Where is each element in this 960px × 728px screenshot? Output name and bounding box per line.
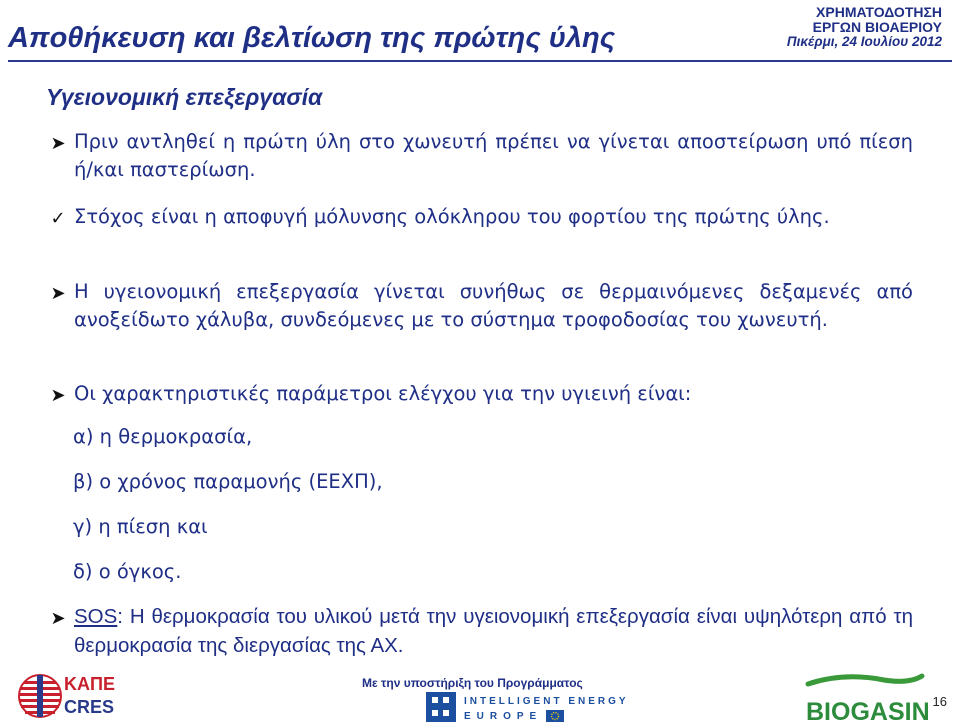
arrowhead-bullet-icon: ➤	[50, 608, 66, 629]
checkmark-bullet-icon: ✓	[50, 208, 66, 229]
intelligent-energy-europe-logo	[426, 692, 629, 724]
support-text: Με την υποστήριξη του Προγράμματος	[362, 676, 583, 690]
slide-title: Αποθήκευση και βελτίωση της πρώτης ύλης	[8, 22, 616, 54]
header-divider	[8, 60, 952, 62]
iee-line2: EUROPE	[464, 711, 543, 722]
arrowhead-bullet-icon: ➤	[50, 385, 66, 406]
iee-line1: INTELLIGENT ENERGY	[464, 696, 629, 707]
sos-label: SOS	[74, 605, 118, 628]
sos-text: : Η θερμοκρασία του υλικού μετά την υγειονομική επεξεργασία είναι υψηλότερη από τη θερμοκρασία της διεργασίας της ΑΧ.	[74, 605, 913, 657]
header-org-line1: ΧΡΗΜΑΤΟΔΟΤΗΣΗ	[816, 4, 942, 20]
arrowhead-bullet-icon: ➤	[50, 133, 66, 154]
header-date: Πικέρμι, 24 Ιουλίου 2012	[786, 34, 942, 49]
biogasin-logo	[804, 674, 936, 726]
page-number: 16	[932, 694, 947, 709]
bullet-item: ➤ Οι χαρακτηριστικές παράμετροι ελέγχου για την υγιεινή είναι:	[47, 380, 913, 408]
parameter-item: γ) η πίεση και	[73, 515, 208, 538]
parameter-item: δ) ο όγκος.	[73, 560, 182, 583]
header-org-line2: ΕΡΓΩΝ ΒΙΟΑΕΡΙΟΥ	[812, 19, 942, 35]
section-title: Υγειονομική επεξεργασία	[46, 84, 323, 110]
bullet-item: ✓ Στόχος είναι η αποφυγή μόλυνσης ολόκληρου του φορτίου της πρώτης ύλης.	[47, 203, 913, 231]
arrowhead-bullet-icon: ➤	[50, 283, 66, 304]
cres-logo-text-cres: CRES	[64, 697, 115, 717]
sos-bullet	[47, 602, 913, 660]
bullet-item: ➤ Πριν αντληθεί η πρώτη ύλη στο χωνευτή πρέπει να γίνεται αποστείρωση υπό πίεση ή/και παστερίωση.	[47, 128, 913, 184]
parameter-item: β) ο χρόνος παραμονής (ΕΕΧΠ),	[73, 470, 383, 493]
bullet-item: ➤ Η υγειονομική επεξεργασία γίνεται συνήθως σε θερμαινόμενες δεξαμενές από ανοξείδωτο χάλυβα, συνδεόμενες με το σύστημα τροφοδοσίας του χωνευτή.	[47, 278, 913, 334]
biogasin-logo-text: BIOGASIN	[806, 698, 930, 726]
parameter-item: α) η θερμοκρασία,	[73, 425, 253, 448]
cres-logo-text-kape: ΚΑΠΕ	[64, 674, 116, 694]
